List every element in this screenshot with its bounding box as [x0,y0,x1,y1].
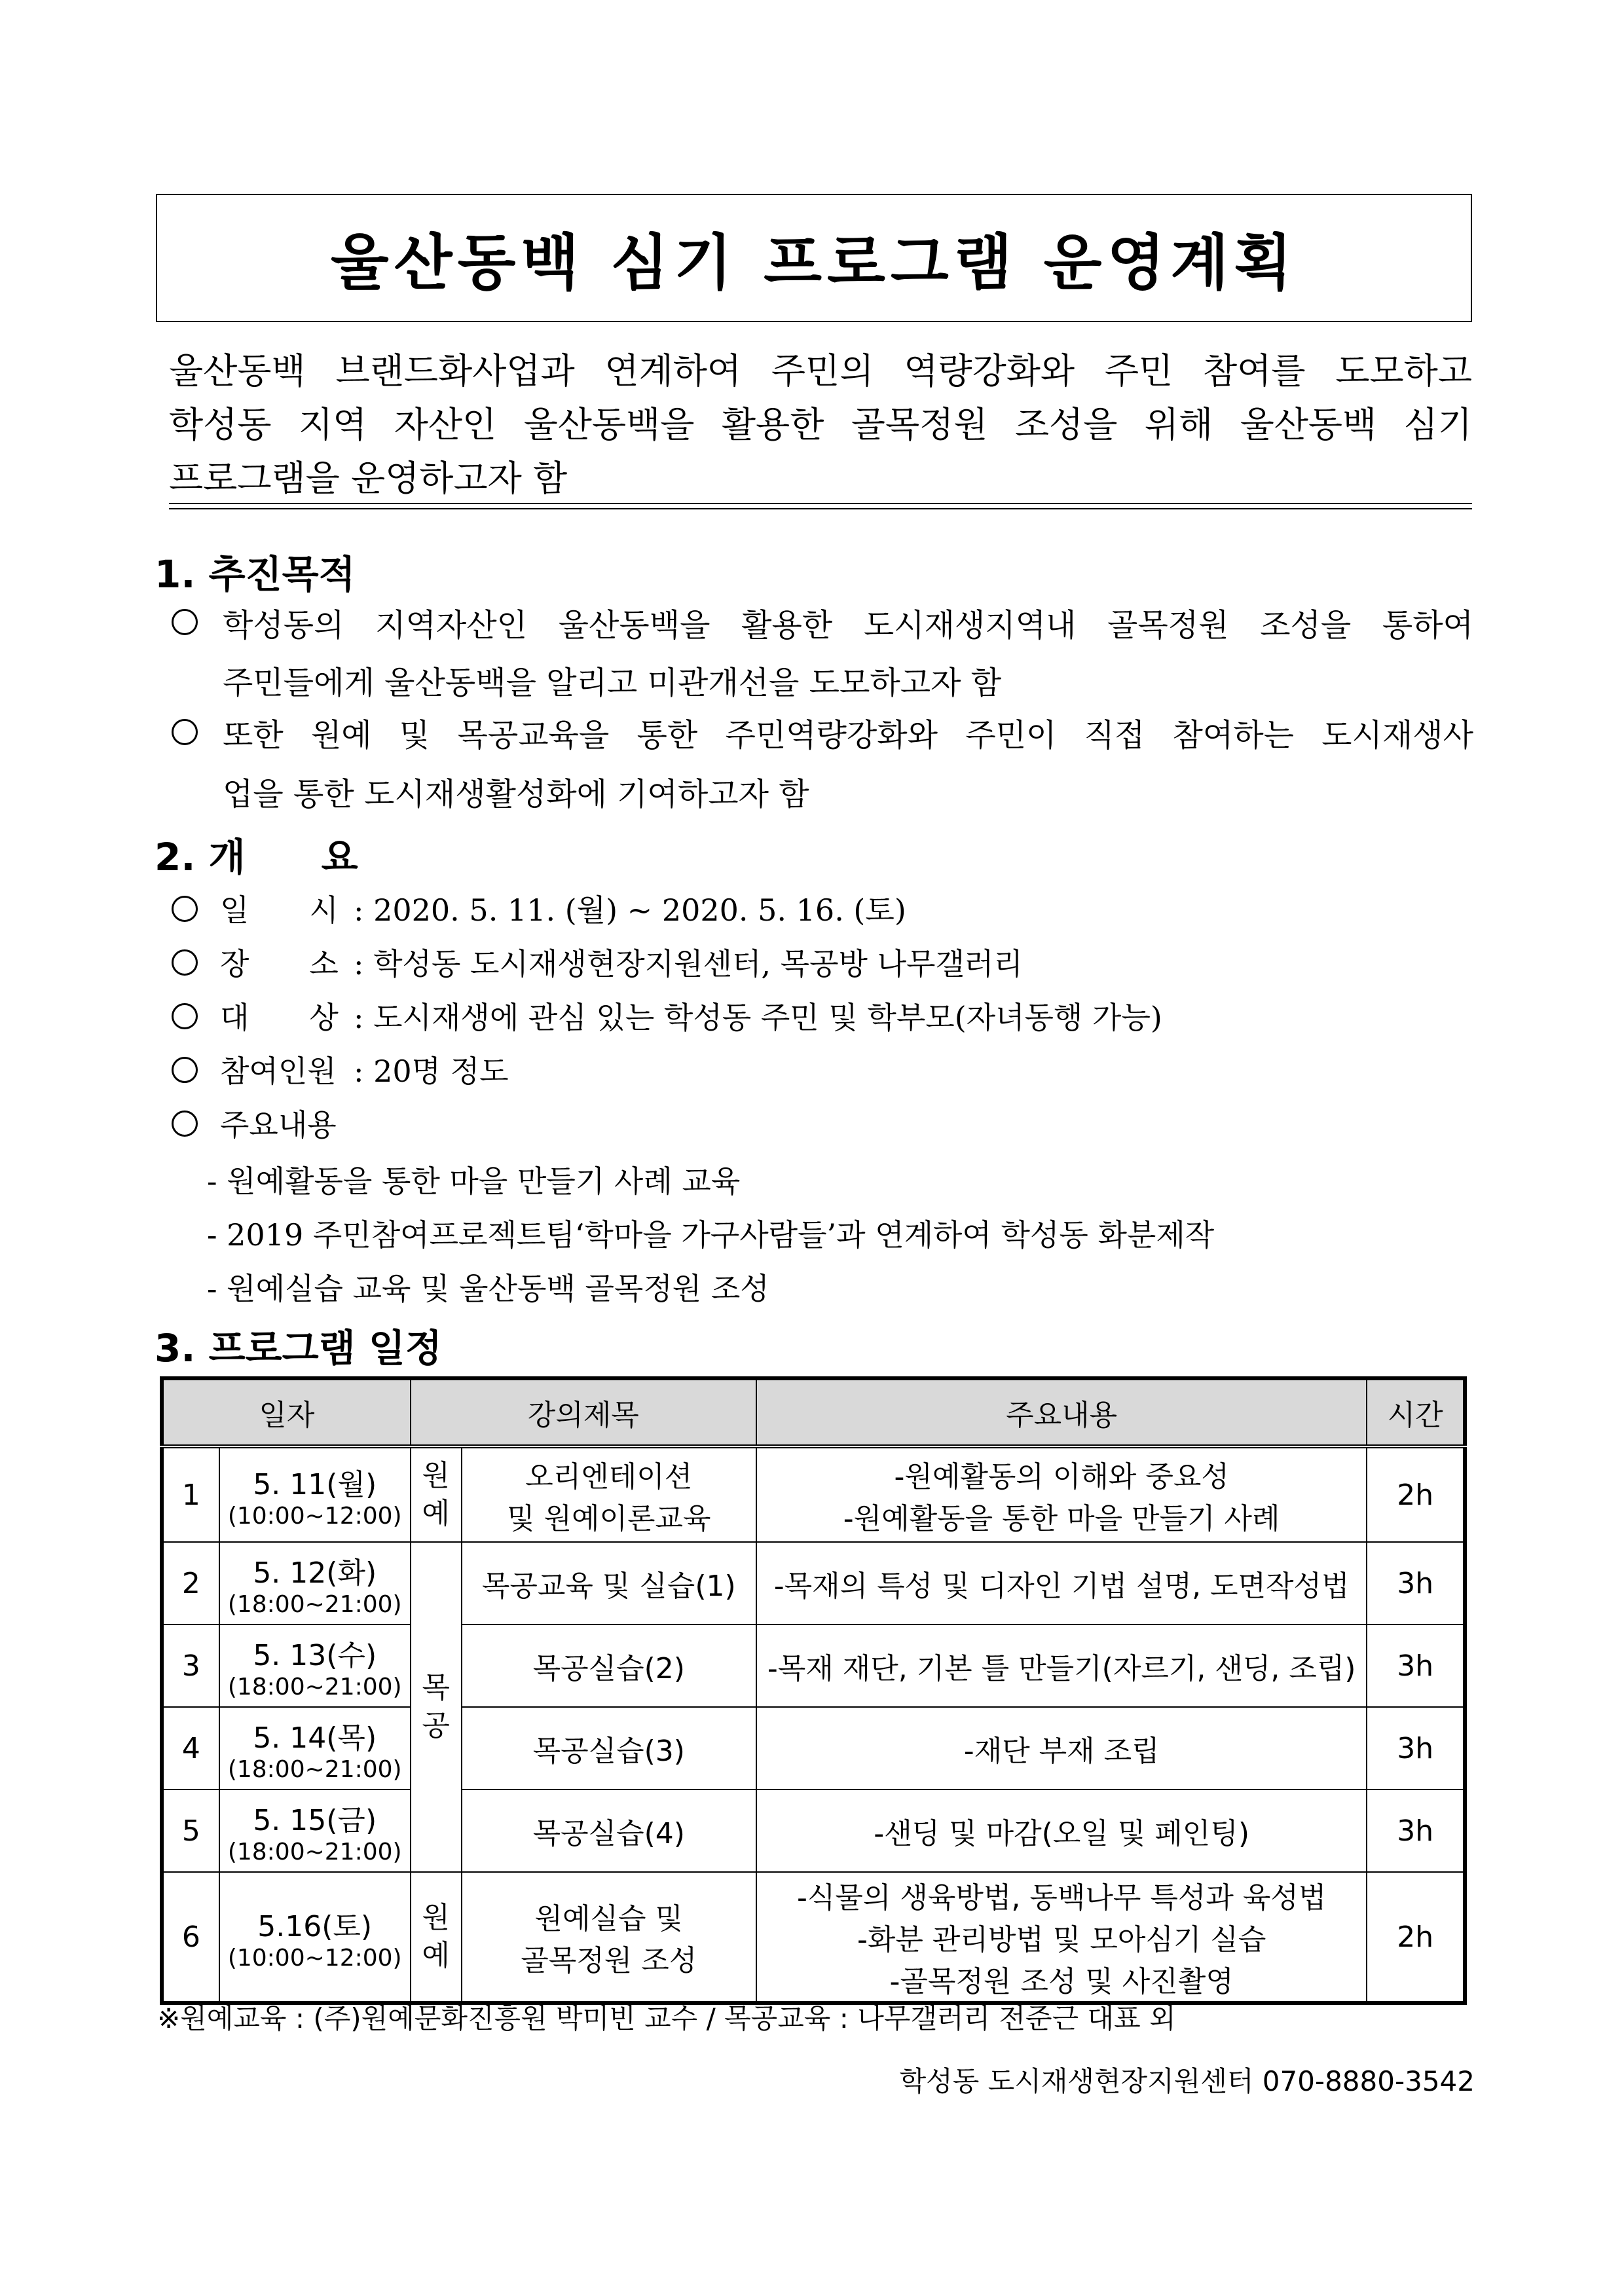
row-hours: 3h [1367,1542,1465,1625]
intro-line: 울산동백 브랜드화사업과 연계하여 주민의 역량강화와 주민 참여를 도모하고 [169,350,1472,392]
purpose-line: 학성동의 지역자산인 울산동백을 활용한 도시재생지역내 골목정원 조성을 통하여 [223,607,1473,644]
row-hours: 3h [1367,1790,1465,1872]
category-garden [411,1446,462,1542]
overview-value-target: : 도시재생에 관심 있는 학성동 주민 및 학부모(자녀동행 가능) [354,1000,1162,1035]
table-row [162,1542,1465,1625]
row-content: -목재 재단, 기본 틀 만들기(자르기, 샌딩, 조립) [756,1625,1367,1707]
row-hours: 3h [1367,1707,1465,1790]
row-title-cell [462,1872,756,2003]
row-hours: 2h [1367,1446,1465,1542]
row-content-cell [756,1872,1367,2003]
table-row [162,1625,1465,1707]
bullet-circle [172,712,198,749]
row-time: (18:00~21:00) [227,1673,402,1700]
intro-line: 프로그램을 운영하고자 함 [169,458,568,499]
row-title: 목공교육 및 실습(1) [462,1542,756,1625]
header-date: 일자 [162,1378,411,1446]
header-title: 강의제목 [411,1378,756,1446]
bullet-circle [172,602,198,639]
row-date: 5.16(토) [257,1909,373,1943]
row-time: (18:00~21:00) [227,1755,402,1783]
row-content: -목재의 특성 및 디자인 기법 설명, 도면작성법 [756,1542,1367,1625]
row-hours: 3h [1367,1625,1465,1707]
row-content: -원예활동을 통한 마을 만들기 사례 [843,1502,1280,1535]
row-hours: 2h [1367,1872,1465,2003]
bullet-circle [172,889,198,926]
row-number: 6 [162,1872,219,2003]
row-content-cell [756,1446,1367,1542]
row-time: (18:00~21:00) [227,1838,402,1865]
row-title: 골목정원 조성 [521,1944,697,1977]
category-wood [411,1542,462,1872]
row-title: 및 원예이론교육 [506,1502,711,1535]
row-title: 원예실습 및 [534,1902,683,1936]
row-date: 5. 14(목) [253,1721,377,1755]
intro-paragraph [169,344,1472,505]
instructor-note: ※원예교육 : (주)원예문화진흥원 박미빈 교수 / 목공교육 : 나무갤러리 전준근 대표 외 [157,2002,1176,2034]
row-content: -골목정원 조성 및 사진촬영 [889,1965,1234,1998]
row-content: -화분 관리방법 및 모아심기 실습 [857,1923,1266,1956]
table-row [162,1446,1465,1542]
section-heading-schedule: 3. 프로그램 일정 [155,1326,442,1370]
document-title: 울산동백 심기 프로그램 운영계획 [330,228,1298,298]
row-date-cell [219,1872,411,2003]
row-title: 오리엔테이션 [525,1460,693,1494]
divider [169,508,1472,509]
row-date: 5. 12(화) [253,1556,377,1590]
header-hours: 시간 [1367,1378,1465,1446]
table-row [162,1790,1465,1872]
row-number: 3 [162,1625,219,1707]
purpose-line: 주민들에게 울산동백을 알리고 미관개선을 도모하고자 함 [223,665,1002,701]
overview-value-date: : 2020. 5. 11. (월) ~ 2020. 5. 16. (토) [354,892,906,928]
row-date-cell [219,1446,411,1542]
row-date-cell [219,1707,411,1790]
row-content: -재단 부재 조립 [756,1707,1367,1790]
contact-info: 학성동 도시재생현장지원센터 070-8880-3542 [899,2065,1475,2097]
row-date: 5. 15(금) [253,1803,377,1837]
table-header-row [162,1378,1465,1446]
content-item: - 원예실습 교육 및 울산동백 골목정원 조성 [207,1271,769,1306]
table-row [162,1707,1465,1790]
row-title-cell [462,1446,756,1542]
intro-line: 학성동 지역 자산인 울산동백을 활용한 골목정원 조성을 위해 울산동백 심기 [169,404,1472,445]
row-time: (10:00~12:00) [227,1502,402,1530]
overview-label-content: 주요내용 [220,1107,337,1143]
category-garden [411,1872,462,2003]
row-date-cell [219,1542,411,1625]
overview-value-people: : 20명 정도 [354,1054,509,1089]
row-number: 4 [162,1707,219,1790]
overview-value-place: : 학성동 도시재생현장지원센터, 목공방 나무갤러리 [354,946,1023,982]
bullet-circle [172,1104,198,1141]
section-heading-overview: 2. 개 요 [155,835,358,879]
overview-label-place: 장 소 [220,946,339,982]
row-date-cell [219,1625,411,1707]
row-title: 목공실습(4) [462,1790,756,1872]
row-content: -샌딩 및 마감(오일 및 페인팅) [756,1790,1367,1872]
row-date: 5. 13(수) [253,1638,377,1672]
row-number: 5 [162,1790,219,1872]
row-time: (10:00~12:00) [227,1944,402,1972]
purpose-line: 업을 통한 도시재생활성화에 기여하고자 함 [223,776,809,813]
category-label: 원예 [422,1901,450,1972]
row-number: 2 [162,1542,219,1625]
overview-label-date: 일 시 [220,892,339,928]
section-heading-purpose: 1. 추진목적 [155,552,356,597]
category-label: 목공 [422,1671,450,1742]
bullet-circle [172,1050,198,1087]
row-number: 1 [162,1446,219,1542]
row-time: (18:00~21:00) [227,1590,402,1618]
purpose-line: 또한 원예 및 목공교육을 통한 주민역량강화와 주민이 직접 참여하는 도시재생사 [223,717,1473,754]
divider [169,503,1472,504]
row-title: 목공실습(3) [462,1707,756,1790]
bullet-circle [172,943,198,980]
row-content: -원예활동의 이해와 중요성 [894,1460,1229,1494]
content-item: - 2019 주민참여프로젝트팀‘학마을 가구사람들’과 연계하여 학성동 화분제작 [207,1217,1215,1253]
overview-label-target: 대 상 [220,1000,339,1035]
content-item: - 원예활동을 통한 마을 만들기 사례 교육 [207,1164,741,1199]
row-date: 5. 11(월) [253,1467,377,1501]
table-row [162,1872,1465,2003]
row-date-cell [219,1790,411,1872]
category-label: 원예 [422,1459,450,1530]
bullet-circle [172,997,198,1033]
row-content: -식물의 생육방법, 동백나무 특성과 육성법 [796,1881,1327,1915]
schedule-table [160,1376,1467,2005]
header-content: 주요내용 [756,1378,1367,1446]
overview-label-people: 참여인원 [220,1054,337,1089]
row-title: 목공실습(2) [462,1625,756,1707]
document-title-box [156,194,1472,322]
